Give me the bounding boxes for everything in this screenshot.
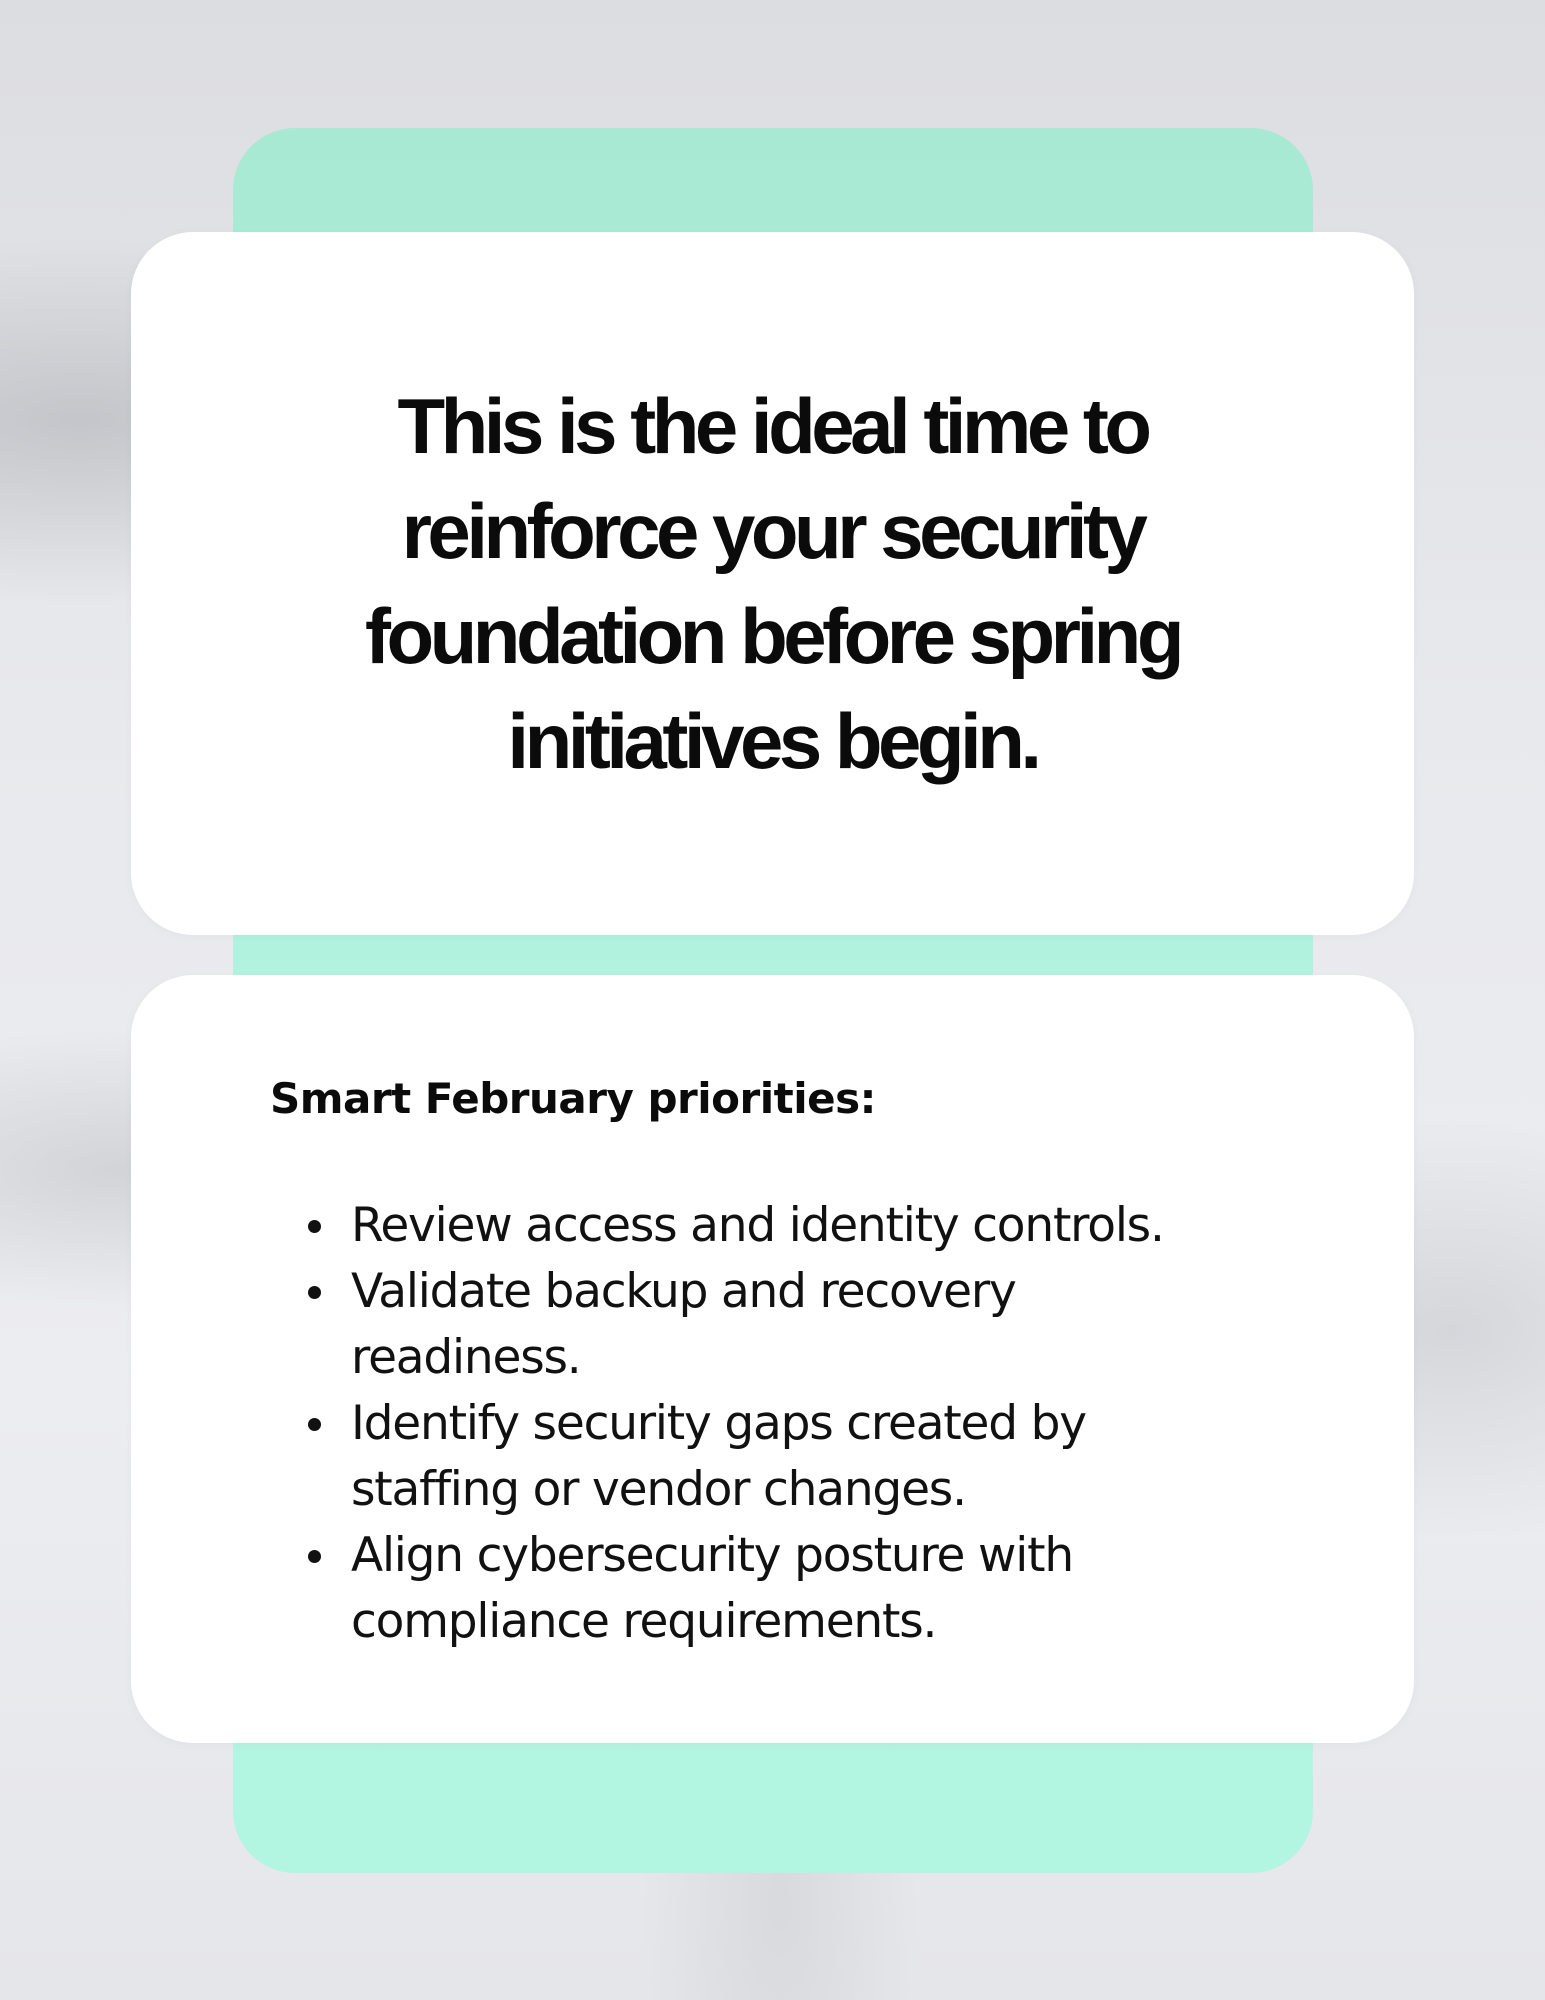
headline-line: initiatives begin.	[507, 696, 1038, 785]
priority-text-line: staffing or vendor changes.	[351, 1462, 966, 1517]
bullet-icon	[308, 1418, 321, 1431]
priority-text-line: Identify security gaps created by	[351, 1396, 1086, 1451]
headline	[323, 374, 1223, 794]
priority-item	[351, 1259, 1271, 1391]
priorities-card	[131, 975, 1414, 1743]
priorities-heading: Smart February priorities:	[270, 1074, 876, 1123]
headline-line: This is the ideal time to	[397, 381, 1148, 470]
priority-item	[351, 1391, 1271, 1523]
priority-text-line: readiness.	[351, 1330, 581, 1385]
bullet-icon	[308, 1550, 321, 1563]
priority-text-line: Review access and identity controls.	[351, 1198, 1164, 1253]
priority-item	[351, 1193, 1271, 1259]
headline-line: reinforce your security	[401, 486, 1144, 575]
bullet-icon	[308, 1286, 321, 1299]
priority-text-line: Validate backup and recovery	[351, 1264, 1016, 1319]
headline-line: foundation before spring	[365, 591, 1180, 680]
priorities-list	[351, 1193, 1271, 1655]
priority-text-line: Align cybersecurity posture with	[351, 1528, 1073, 1583]
priority-text-line: compliance requirements.	[351, 1594, 937, 1649]
headline-card	[131, 232, 1414, 935]
bullet-icon	[308, 1220, 321, 1233]
priority-item	[351, 1523, 1271, 1655]
